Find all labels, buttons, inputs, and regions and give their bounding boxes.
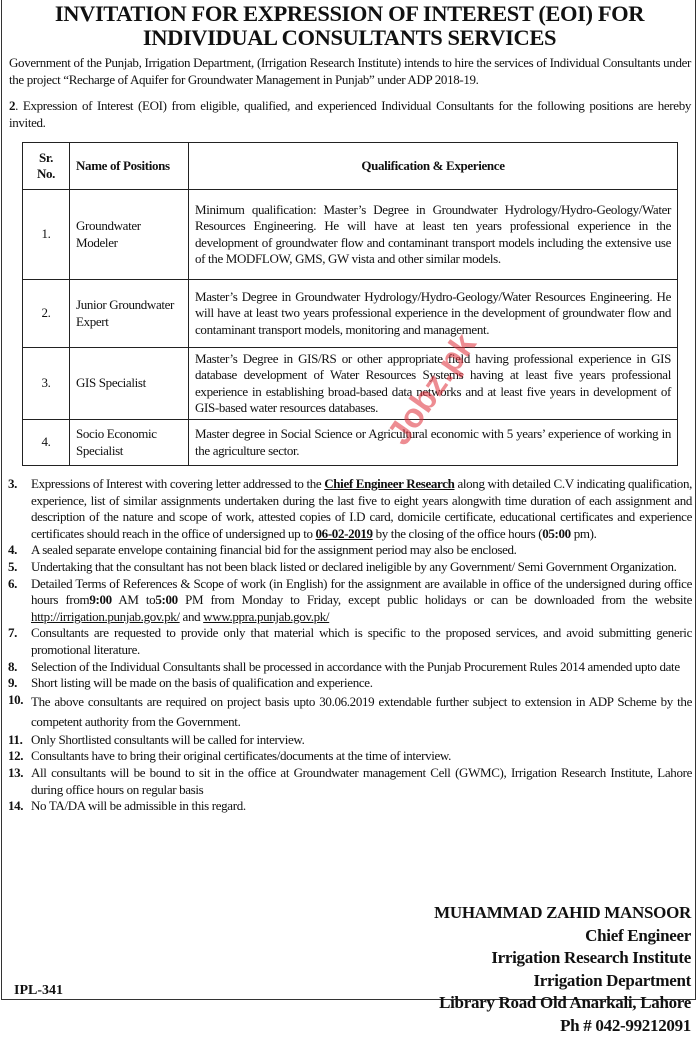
website-link[interactable]: www.ppra.punjab.gov.pk/ <box>203 609 329 624</box>
header-qualification: Qualification & Experience <box>189 143 678 190</box>
terms-list <box>8 476 692 815</box>
text-segment: AM to <box>112 592 156 607</box>
table-row <box>23 190 678 280</box>
text-segment: Detailed Terms of References & Scope of work (in English) for the assignment are available in office of the undersigned during office hours from <box>31 576 692 608</box>
text-segment: Selection of the Individual Consultants shall be processed in accordance with the Punjab Procurement Rules 2014 amended upto date <box>31 659 680 674</box>
list-item <box>8 732 692 749</box>
signature-block <box>434 902 691 1037</box>
position-cell: Junior Groundwater Expert <box>70 280 189 348</box>
signatory-department: Irrigation Department <box>434 970 691 993</box>
position-cell: Groundwater Modeler <box>70 190 189 280</box>
item-number: 4. <box>8 542 31 559</box>
qualification-cell: Master’s Degree in Groundwater Hydrology/Hydro-Geology/Water Resources Engineering. He will have at least two years professional experience in the development of groundwater flow and contaminant transport models, monitoring and management. <box>189 280 678 348</box>
item-text <box>31 659 692 676</box>
item-text <box>31 732 692 749</box>
text-segment: No TA/DA will be admissible in this regard. <box>31 798 246 813</box>
sr-cell: 2. <box>23 280 70 348</box>
signatory-address: Library Road Old Anarkali, Lahore <box>434 992 691 1015</box>
item-number: 7. <box>8 625 31 658</box>
text-segment: by the closing of the office hours ( <box>373 526 543 541</box>
paragraph-number: 2 <box>9 98 15 113</box>
item-number: 6. <box>8 576 31 626</box>
text-segment: PM from Monday to Friday, except public holidays or can be downloaded from the website <box>178 592 692 607</box>
list-item <box>8 476 692 542</box>
paragraph-text: . Expression of Interest (EOI) from eligible, qualified, and experienced Individual Consultants for the following positions are hereby invited. <box>9 98 691 130</box>
signatory-name: MUHAMMAD ZAHID MANSOOR <box>434 902 691 925</box>
text-segment: All consultants will be bound to sit in the office at Groundwater management Cell (GWMC), Irrigation Research Institute, Lahore during office hours on regular basis <box>31 765 692 797</box>
watermark-logo: Jobz.pk <box>380 326 485 452</box>
positions-table <box>22 142 678 466</box>
list-item <box>8 765 692 798</box>
table-row <box>23 280 678 348</box>
qualification-cell: Minimum qualification: Master’s Degree in Groundwater Hydrology/Hydro-Geology/Water Resources Engineering. He will have at least ten years professional experience in the development of groundwater flow and contaminant transport models including the extensive use of the MODFLOW, GMS, GW vista and other similar models. <box>189 190 678 280</box>
emphasized-text: 05:00 <box>542 526 571 541</box>
item-text <box>31 542 692 559</box>
item-number: 10. <box>8 692 31 732</box>
list-item <box>8 559 692 576</box>
item-text <box>31 675 692 692</box>
text-segment: pm). <box>571 526 597 541</box>
text-segment: A sealed separate envelope containing financial bid for the assignment period may also be enclosed. <box>31 542 517 557</box>
signatory-designation: Chief Engineer <box>434 925 691 948</box>
header-position-name: Name of Positions <box>70 143 189 190</box>
sr-cell: 4. <box>23 420 70 466</box>
text-segment: Consultants have to bring their original certificates/documents at the time of interview. <box>31 748 451 763</box>
text-segment: Consultants are requested to provide only that material which is specific to the proposed services, and avoid submitting generic promotional literature. <box>31 625 692 657</box>
item-number: 8. <box>8 659 31 676</box>
table-row <box>23 420 678 466</box>
sr-cell: 1. <box>23 190 70 280</box>
emphasized-text: 06-02-2019 <box>316 526 373 541</box>
text-segment: Expressions of Interest with covering letter addressed to the <box>31 476 324 491</box>
list-item <box>8 748 692 765</box>
emphasized-text: 5:00 <box>155 592 177 607</box>
qualification-cell: Master’s Degree in GIS/RS or other appropriate field having professional experience in GIS database development of Water Resources Systems having at least five years professional experience in establishing broad-based data networks and at least five years in development of GIS-based water resources databases. <box>189 348 678 420</box>
table-header-row <box>23 143 678 190</box>
item-text <box>31 748 692 765</box>
emphasized-text: Chief Engineer Research <box>324 476 454 491</box>
page-title: INVITATION FOR EXPRESSION OF INTEREST (EOI) FOR INDIVIDUAL CONSULTANTS SERVICES <box>0 2 699 50</box>
text-segment: Only Shortlisted consultants will be called for interview. <box>31 732 304 747</box>
text-segment: The above consultants are required on project basis upto 30.06.2019 extendable further subject to extension in ADP Scheme by the competent authority from the Government. <box>31 694 692 729</box>
item-number: 9. <box>8 675 31 692</box>
header-sr-no: Sr. No. <box>23 143 70 190</box>
item-number: 5. <box>8 559 31 576</box>
list-item <box>8 798 692 815</box>
emphasized-text: 9:00 <box>89 592 111 607</box>
text-segment: Undertaking that the consultant has not been black listed or declared ineligible by any Government/ Semi Government Organization. <box>31 559 677 574</box>
list-item <box>8 659 692 676</box>
item-number: 3. <box>8 476 31 542</box>
paragraph-2 <box>9 98 691 131</box>
item-text <box>31 798 692 815</box>
text-segment: Short listing will be made on the basis of qualification and experience. <box>31 675 373 690</box>
item-number: 12. <box>8 748 31 765</box>
item-number: 13. <box>8 765 31 798</box>
list-item <box>8 692 692 732</box>
item-number: 14. <box>8 798 31 815</box>
list-item <box>8 576 692 626</box>
item-text <box>31 765 692 798</box>
qualification-cell: Master degree in Social Science or Agricultural economic with 5 years’ experience of working in the agriculture sector. <box>189 420 678 466</box>
item-number: 11. <box>8 732 31 749</box>
position-cell: GIS Specialist <box>70 348 189 420</box>
table-row <box>23 348 678 420</box>
item-text <box>31 625 692 658</box>
item-text <box>31 576 692 626</box>
signatory-institute: Irrigation Research Institute <box>434 947 691 970</box>
text-segment: along with detailed C.V indicating qualification, experience, list of similar assignments undertaken during the last five to eight years alongwith time duration of each assignment and description of the nature and scope of work, attested copies of I.D card, domicile certificate, educational certificates and experience certificates should reach in the office of undersigned up to <box>31 476 692 541</box>
list-item <box>8 542 692 559</box>
text-segment: and <box>180 609 204 624</box>
sr-cell: 3. <box>23 348 70 420</box>
list-item <box>8 625 692 658</box>
signatory-phone: Ph # 042-99212091 <box>434 1015 691 1037</box>
item-text <box>31 476 692 542</box>
reference-code: IPL-341 <box>14 983 63 999</box>
list-item <box>8 675 692 692</box>
website-link[interactable]: http://irrigation.punjab.gov.pk/ <box>31 609 180 624</box>
item-text <box>31 692 692 732</box>
item-text <box>31 559 692 576</box>
intro-paragraph: Government of the Punjab, Irrigation Department, (Irrigation Research Institute) intends to hire the services of Individual Consultants under the project “Recharge of Aquifer for Groundwater Management in Punjab” under ADP 2018-19. <box>9 55 691 88</box>
position-cell: Socio Economic Specialist <box>70 420 189 466</box>
